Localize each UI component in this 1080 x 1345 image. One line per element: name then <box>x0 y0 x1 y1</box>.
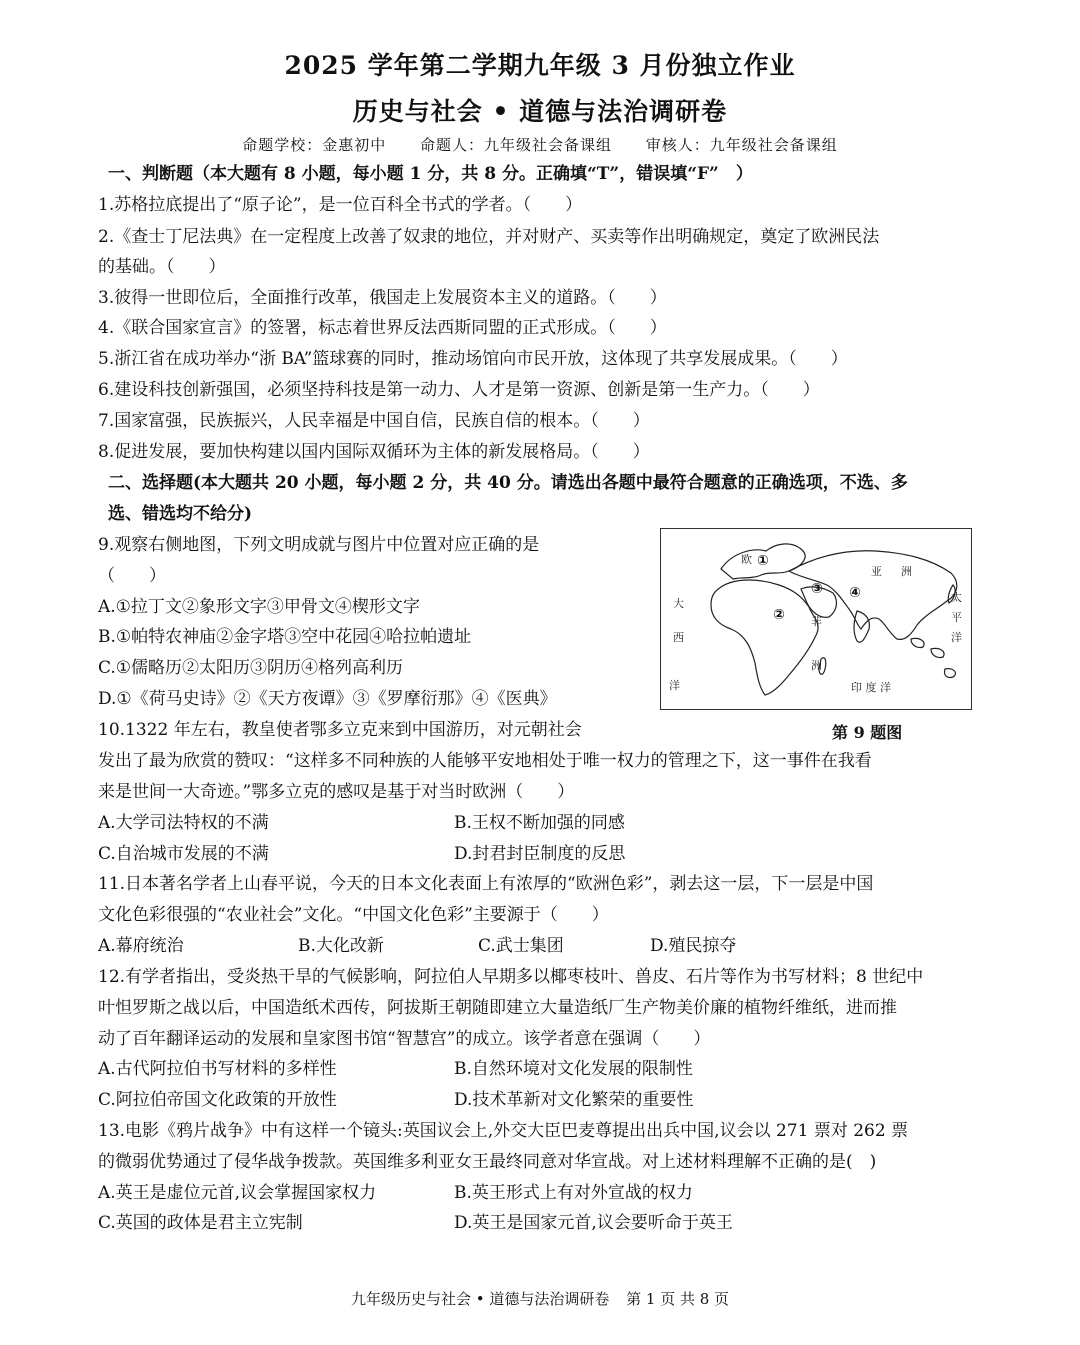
map-islands-outline <box>911 638 955 677</box>
footer-page-number: 第 1 页 共 8 页 <box>626 1290 730 1308</box>
map-label-pacific-3: 洋 <box>951 631 962 644</box>
q12-option-d: D.技术革新对文化繁荣的重要性 <box>454 1090 694 1110</box>
tf-question-2: 2.《查士丁尼法典》在一定程度上改善了奴隶的地位，并对财产、买卖等作出明确规定，奠定了欧洲民法 <box>98 227 880 247</box>
map-india-outline <box>854 611 869 642</box>
exam-title: 2025 学年第二学期九年级 3 月份独立作业 <box>284 51 796 80</box>
map-label-europe: 欧 <box>741 553 752 566</box>
map-marker-1: ① <box>757 553 769 569</box>
map-label-africa-1: 非 <box>811 615 822 628</box>
map-label-asia-2: 洲 <box>901 565 912 578</box>
q13-stem-cont: 的微弱优势通过了侵华战争拨款。英国维多利亚女王最终同意对华宣战。对上述材料理解不正确的是( ) <box>98 1152 877 1172</box>
q10-stem-cont-2: 来是世间一大奇迹。”鄂多立克的感叹是基于对当时欧洲（ ） <box>98 782 575 802</box>
tf-question-2-cont: 的基础。（ ） <box>98 257 226 277</box>
map-caption: 第 9 题图 <box>832 723 903 742</box>
exam-meta <box>0 134 1080 155</box>
q13-option-c: C.英国的政体是君主立宪制 <box>98 1213 303 1233</box>
map-marker-3: ③ <box>811 581 823 597</box>
q11-stem-cont: 文化色彩很强的“农业社会”文化。“中国文化色彩”主要源于（ ） <box>98 905 609 925</box>
exam-subtitle: 历史与社会 • 道德与法治调研卷 <box>352 97 728 126</box>
q10-option-c: C.自治城市发展的不满 <box>98 844 269 864</box>
meta-reviewer: 审核人：九年级社会备课组 <box>645 136 838 154</box>
q11-stem: 11.日本著名学者上山春平说，今天的日本文化表面上有浓厚的“欧洲色彩”，剥去这一层，下一层是中国 <box>98 874 874 894</box>
q11-option-c: C.武士集团 <box>478 936 564 956</box>
q13-option-b: B.英王形式上有对外宣战的权力 <box>454 1183 693 1203</box>
q9-option-c: C.①儒略历②太阳历③阴历④格列高利历 <box>98 658 404 678</box>
q9-stem-cont: （ ） <box>98 566 166 586</box>
q9-option-d: D.①《荷马史诗》②《天方夜谭》③《罗摩衍那》④《医典》 <box>98 689 557 709</box>
map-label-pacific-1: 太 <box>951 591 962 604</box>
footer-exam-name: 九年级历史与社会 • 道德与法治调研卷 <box>350 1290 610 1308</box>
q13-option-a: A.英王是虚位元首,议会掌握国家权力 <box>98 1183 377 1203</box>
map-label-pacific-2: 平 <box>951 611 962 624</box>
q10-stem: 10.1322 年左右，教皇使者鄂多立克来到中国游历，对元朝社会 <box>98 720 582 740</box>
q9-option-a: A.①拉丁文②象形文字③甲骨文④楔形文字 <box>98 597 420 617</box>
world-map-figure <box>660 528 972 710</box>
q12-option-c: C.阿拉伯帝国文化政策的开放性 <box>98 1090 337 1110</box>
map-marker-2: ② <box>773 607 785 623</box>
q12-option-b: B.自然环境对文化发展的限制性 <box>454 1059 693 1079</box>
map-svg <box>661 529 971 709</box>
q11-option-a: A.幕府统治 <box>98 936 184 956</box>
tf-question-5: 5.浙江省在成功举办“浙 BA”篮球赛的同时，推动场馆向市民开放，这体现了共享发展成果。（ ） <box>98 349 848 369</box>
map-label-atlantic-2: 西 <box>673 631 684 644</box>
map-africa-outline <box>711 580 818 695</box>
q10-stem-cont-1: 发出了最为欣赏的赞叹：“这样多不同种族的人能够平安地相处于唯一权力的管理之下，这一事件在我看 <box>98 751 872 771</box>
section1-heading: 一、判断题（本大题有 8 小题，每小题 1 分，共 8 分。正确填“T”，错误填“F” ） <box>108 164 753 184</box>
q10-option-b: B.王权不断加强的同感 <box>454 813 625 833</box>
map-label-indian-ocean: 印 度 洋 <box>851 681 891 694</box>
map-label-atlantic-1: 大 <box>673 597 684 610</box>
q10-option-d: D.封君封臣制度的反思 <box>454 844 626 864</box>
map-label-africa-2: 洲 <box>811 659 822 672</box>
tf-question-8: 8.促进发展，要加快构建以国内国际双循环为主体的新发展格局。（ ） <box>98 442 650 462</box>
q12-stem: 12.有学者指出，受炎热干旱的气候影响，阿拉伯人早期多以椰枣枝叶、兽皮、石片等作为书写材料；8 世纪中 <box>98 967 924 987</box>
q12-option-a: A.古代阿拉伯书写材料的多样性 <box>98 1059 337 1079</box>
map-label-asia-1: 亚 <box>871 565 882 578</box>
tf-question-4: 4.《联合国家宣言》的签署，标志着世界反法西斯同盟的正式形成。（ ） <box>98 318 667 338</box>
section2-heading-cont: 选、错选均不给分) <box>108 504 253 524</box>
q11-option-d: D.殖民掠夺 <box>650 936 737 956</box>
map-label-atlantic-3: 洋 <box>669 679 680 692</box>
q9-stem: 9.观察右侧地图，下列文明成就与图片中位置对应正确的是 <box>98 535 540 555</box>
q13-stem: 13.电影《鸦片战争》中有这样一个镜头:英国议会上,外交大臣巴麦尊提出出兵中国,议会以 271 票对 262 票 <box>98 1121 909 1141</box>
map-marker-4: ④ <box>849 585 861 601</box>
meta-author: 命题人：九年级社会备课组 <box>419 136 612 154</box>
meta-school: 命题学校：金惠初中 <box>242 136 387 154</box>
q12-stem-cont-1: 叶怛罗斯之战以后，中国造纸术西传，阿拔斯王朝随即建立大量造纸厂生产物美价廉的植物纤维纸，进而推 <box>98 998 897 1018</box>
tf-question-3: 3.彼得一世即位后，全面推行改革，俄国走上发展资本主义的道路。（ ） <box>98 288 667 308</box>
q11-option-b: B.大化改新 <box>298 936 384 956</box>
section2-heading: 二、选择题(本大题共 20 小题，每小题 2 分，共 40 分。请选出各题中最符合题意的正确选项，不选、多 <box>108 473 908 493</box>
page-footer <box>0 1288 1080 1309</box>
tf-question-7: 7.国家富强，民族振兴，人民幸福是中国自信，民族自信的根本。（ ） <box>98 411 650 431</box>
q9-option-b: B.①帕特农神庙②金字塔③空中花园④哈拉帕遗址 <box>98 627 472 647</box>
tf-question-6: 6.建设科技创新强国，必须坚持科技是第一动力、人才是第一资源、创新是第一生产力。（ ） <box>98 380 820 400</box>
q10-option-a: A.大学司法特权的不满 <box>98 813 269 833</box>
tf-question-1: 1.苏格拉底提出了“原子论”，是一位百科全书式的学者。（ ） <box>98 195 583 215</box>
q12-stem-cont-2: 动了百年翻译运动的发展和皇家图书馆“智慧宫”的成立。该学者意在强调（ ） <box>98 1029 711 1049</box>
q13-option-d: D.英王是国家元首,议会要听命于英王 <box>454 1213 733 1233</box>
